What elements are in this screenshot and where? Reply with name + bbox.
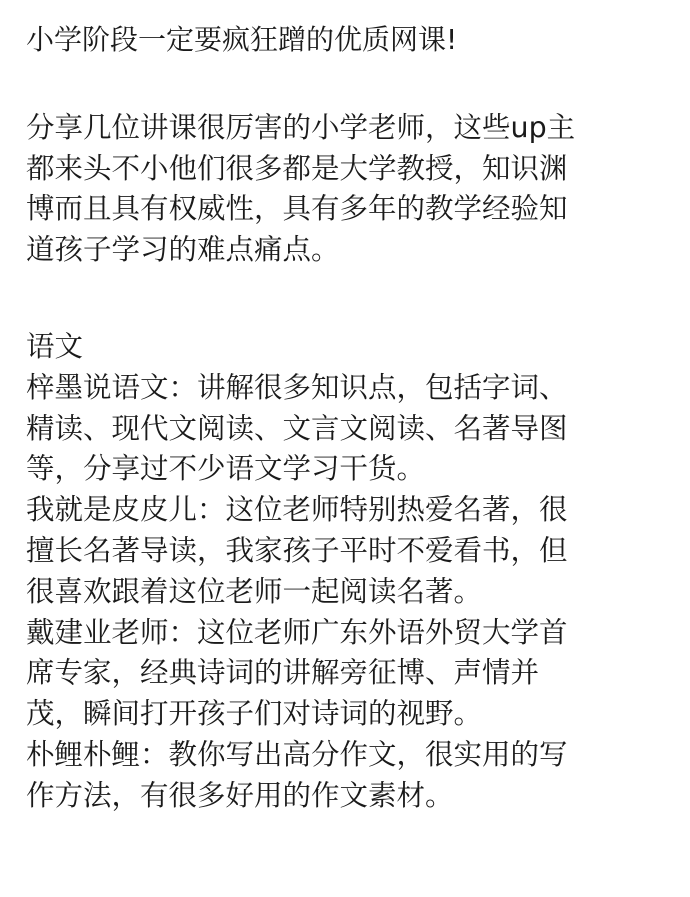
section-line: 朴鲤朴鲤：教你写出高分作文，很实用的写	[26, 737, 568, 771]
section-line: 等，分享过不少语文学习干货。	[26, 452, 426, 486]
section-line: 茂，瞬间打开孩子们对诗词的视野。	[26, 697, 483, 731]
section-line: 戴建业老师：这位老师广东外语外贸大学首	[26, 615, 568, 649]
intro-line: 博而且具有权威性，具有多年的教学经验知	[26, 192, 568, 226]
intro-line: 都来头不小他们很多都是大学教授，知识渊	[26, 151, 568, 185]
section-line: 席专家，经典诗词的讲解旁征博、声情并	[26, 656, 540, 690]
intro-paragraph	[26, 108, 666, 270]
section-line: 作方法，有很多好用的作文素材。	[26, 778, 454, 812]
section-line: 精读、现代文阅读、文言文阅读、名著导图	[26, 411, 568, 445]
intro-line: 道孩子学习的难点痛点。	[26, 232, 340, 266]
section-line: 很喜欢跟着这位老师一起阅读名著。	[26, 574, 483, 608]
section-line: 擅长名著导读，我家孩子平时不爱看书，但	[26, 533, 568, 567]
section-line: 我就是皮皮儿：这位老师特别热爱名著，很	[26, 493, 568, 527]
post-title: 小学阶段一定要疯狂蹭的优质网课!	[26, 23, 458, 56]
section-line: 梓墨说语文：讲解很多知识点，包括字词、	[26, 370, 568, 404]
intro-line: 分享几位讲课很厉害的小学老师，这些up主	[26, 111, 576, 144]
chinese-section	[26, 327, 666, 817]
section-heading: 语文	[26, 330, 84, 363]
